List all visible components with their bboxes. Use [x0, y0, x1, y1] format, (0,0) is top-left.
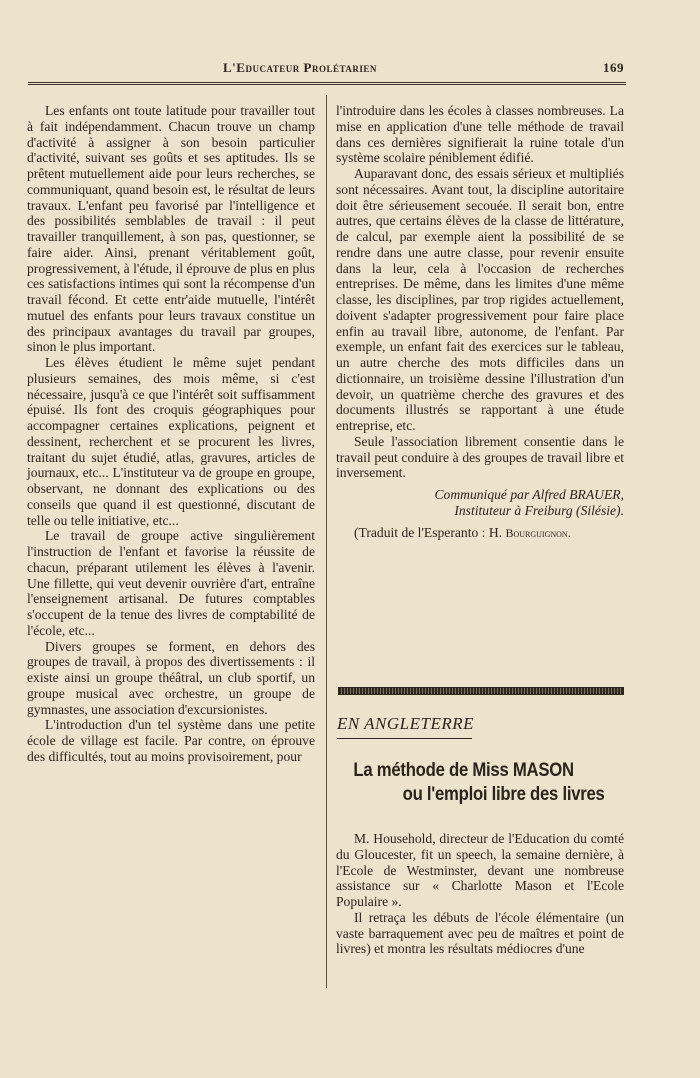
section-heading: EN ANGLETERRE [337, 714, 474, 733]
header-rule [28, 82, 626, 85]
article-body [336, 831, 624, 957]
journal-title: L'Educateur Prolétarien [223, 60, 377, 75]
left-paragraph-4: Divers groupes se forment, en dehors des groupes de travail, à propos des divertissements : il existe ainsi un groupe théâtral, un club sportif, un groupe musical avec orchestre, un groupe de gymnastes, une association d'excursionistes. [27, 638, 315, 717]
translator-name: Bourguignon. [505, 526, 571, 540]
page-header [28, 58, 628, 80]
left-paragraph-5: L'introduction d'un tel système dans une petite école de village est facile. Par contre, on éprouve des difficultés, tout au moins provisoirement, pour [27, 717, 315, 764]
column-divider [326, 95, 327, 988]
left-column [27, 103, 315, 765]
page-number: 169 [603, 60, 624, 75]
translation-note [336, 525, 624, 541]
article-paragraph-1: M. Household, directeur de l'Education du comté du Gloucester, fit un speech, la semaine dernière, à l'Ecole de Westminster, devant une nombreuse assistance sur « Charlotte Mason et l'Ecole Populaire ». [336, 831, 624, 909]
section-underline [337, 738, 472, 739]
article-paragraph-2: Il retraça les débuts de l'école élémentaire (un vaste barraquement avec peu de maîtres et point de livres) et montra les résultats médiocres d'une [336, 909, 624, 957]
left-paragraph-3: Le travail de groupe active singulièrement l'instruction de l'enfant et favorise la réussite de chacun, préparant utilement les élèves à l'avenir. Une fillette, qui veut devenir ouvrière d'art, entraîne l'enseignement artisanal. De futures comptables s'occupent de la tenue des livres de comptabilité de l'école, etc... [27, 528, 315, 638]
article-title-line-1: La méthode de Miss MASON [353, 760, 574, 781]
right-paragraph-2: Auparavant donc, des essais sérieux et multipliés sont nécessaires. Avant tout, la discipline autoritaire doit être sérieusement secouée. Il serait bon, entre autres, que certains élèves de la classe de littérature, de calcul, par exemple aient la possibilité de se rendre dans une autre classe, pour revenir ensuite dans la leur, cela à l'occasion de recherches entreprises. De même, dans les limites d'une même classe, les disciplines, par trop rigides actuellement, doivent s'adapter progressivement pour faire place enfin au travail libre, autonome, de l'enfant. Par exemple, un enfant fait des exercices sur le tableau, un autre cherche des mots difficiles dans un dictionnaire, un troisième dessine l'illustration d'un devoir, un quatrième cherche des gravures et des documents illustrés se rapportant à une étude entreprise, etc. [336, 166, 624, 433]
signature-line-1: Communiqué par Alfred BRAUER, [434, 487, 624, 502]
right-column [336, 103, 624, 541]
right-paragraph-1: l'introduire dans les écoles à classes nombreuses. La mise en application d'une telle méthode de travail dans ces dernières signifierait la ruine totale d'un système scolaire péniblement édifié. [336, 103, 624, 166]
translation-prefix: (Traduit de l'Esperanto : H. [354, 525, 506, 540]
signature [336, 487, 624, 519]
left-paragraph-2: Les élèves étudient le même sujet pendant plusieurs semaines, des mois même, si c'est nécessaire, jusqu'à ce que l'intérêt soit suffisamment épuisé. Ils font des croquis géographiques pour accompagner certaines explications, peignent et dessinent, recherchent et se procurent les livres, traitant du sujet étudié, atlas, gravures, articles de journaux, etc... L'instituteur va de groupe en groupe, observant, ne donnant des explications ou des conseils que quand il est questionné, discutant de telle ou telle initiative, etc... [27, 355, 315, 528]
article-title-line-2: ou l'emploi libre des livres [402, 784, 605, 805]
right-paragraph-3: Seule l'association librement consentie dans le travail peut conduire à des groupes de travail libre et inversement. [336, 433, 624, 481]
signature-line-2: Instituteur à Freiburg (Silésie). [454, 503, 624, 518]
decorative-separator [338, 687, 624, 695]
left-paragraph-1: Les enfants ont toute latitude pour travailler tout à fait indépendamment. Chacun trouve un champ d'activité à assigner à son besoin particulier d'activité, suivant ses goûts et ses aptitudes. Ils se prêtent mutuellement aide pour leurs recherches, se communiquant, quand besoin est, le résultat de leurs travaux. L'enfant peu favorisé par l'intelligence et des possibilités semblables de travail : il peut travailler tranquillement, à son pas, questionner, se faire aider. Ainsi, prenant véritablement goût, progressivement, à l'étude, il éprouve de plus en plus ces satisfactions intimes qui sont la récompense d'un travail fécond. Et cette entr'aide mutuelle, l'intérêt mutuel des enfants pour leurs travaux constitue un des principaux avantages du travail par groupes, sinon le plus important. [27, 103, 315, 355]
